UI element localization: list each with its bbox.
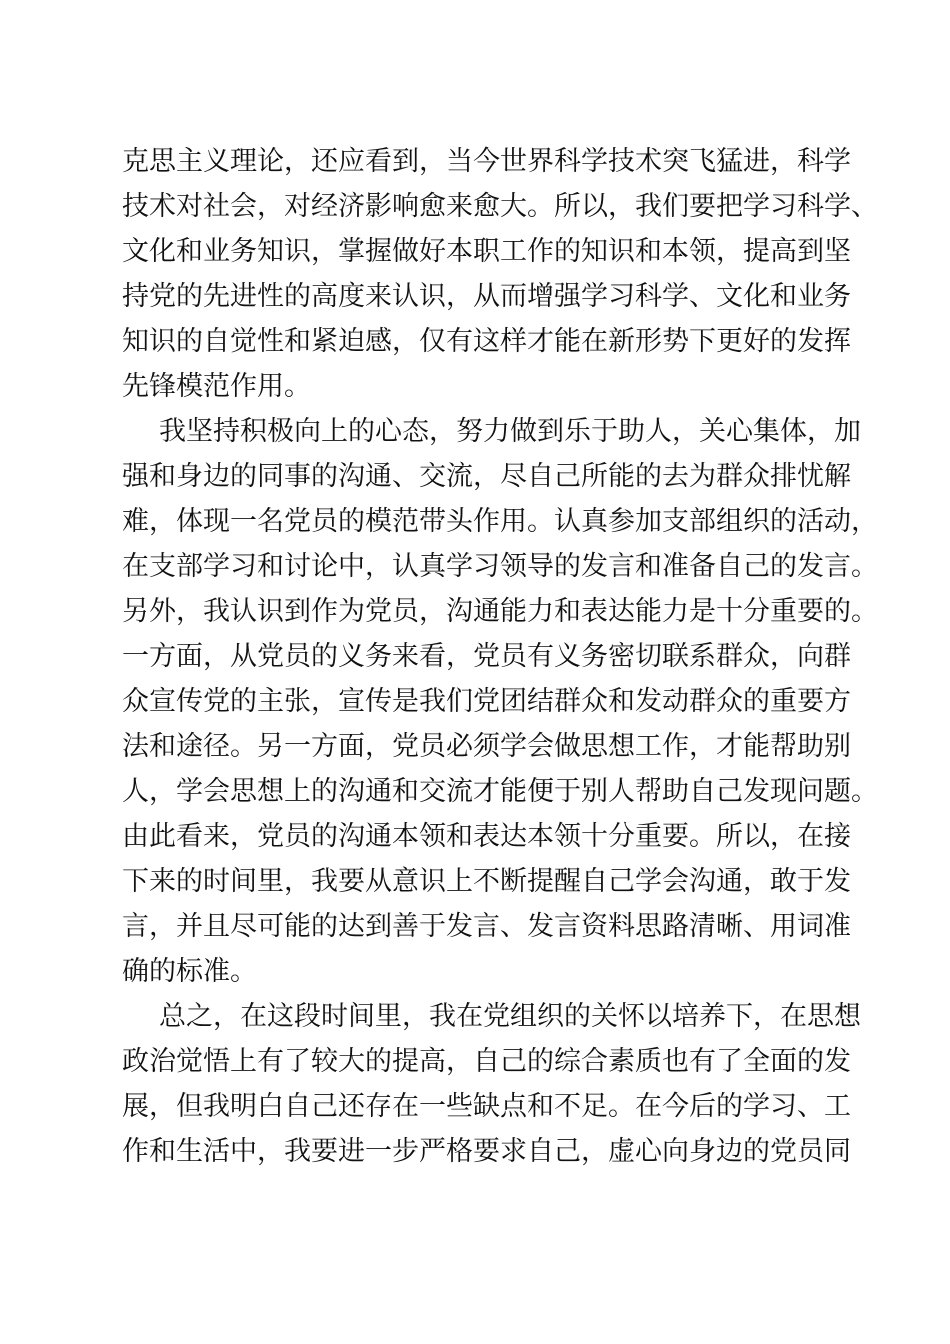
- text-line-content: 技术对社会，对经济影响愈来愈大。所以，我们要把学习科学、: [122, 191, 878, 222]
- text-line: [0, 860, 950, 904]
- text-line: [0, 320, 950, 364]
- text-line: [0, 770, 950, 814]
- text-line-content: 一方面，从党员的义务来看，党员有义务密切联系群众，向群: [122, 641, 851, 672]
- paragraph-start-line: [0, 995, 950, 1039]
- text-line-content: 言，并且尽可能的达到善于发言、发言资料思路清晰、用词准: [122, 911, 851, 942]
- text-line-content: 先锋模范作用。: [122, 371, 311, 402]
- text-line-content: 文化和业务知识，掌握做好本职工作的知识和本领，提高到坚: [122, 236, 851, 267]
- text-line: [0, 815, 950, 859]
- text-line-content: 作和生活中，我要进一步严格要求自己，虚心向身边的党员同: [122, 1136, 851, 1167]
- text-line-content: 展，但我明白自己还存在一些缺点和不足。在今后的学习、工: [122, 1091, 851, 1122]
- text-line: [0, 545, 950, 589]
- paragraph-start-line: [0, 410, 950, 454]
- text-line: [0, 1085, 950, 1129]
- text-line-content: 持党的先进性的高度来认识，从而增强学习科学、文化和业务: [122, 281, 851, 312]
- text-line: [0, 230, 950, 274]
- text-line: [0, 365, 950, 409]
- text-line-content: 在支部学习和讨论中，认真学习领导的发言和准备自己的发言。: [122, 551, 878, 582]
- text-line: [0, 140, 950, 184]
- text-line: [0, 455, 950, 499]
- text-line: [0, 1130, 950, 1174]
- text-line-content: 克思主义理论，还应看到，当今世界科学技术突飞猛进，科学: [122, 146, 851, 177]
- text-line: [0, 725, 950, 769]
- text-line-content: 难，体现一名党员的模范带头作用。认真参加支部组织的活动，: [122, 506, 878, 537]
- text-line: [0, 635, 950, 679]
- text-line-content: 由此看来，党员的沟通本领和表达本领十分重要。所以，在接: [122, 821, 851, 852]
- text-line-content: 知识的自觉性和紧迫感，仅有这样才能在新形势下更好的发挥: [122, 326, 851, 357]
- text-line-content: 下来的时间里，我要从意识上不断提醒自己学会沟通，敢于发: [122, 866, 851, 897]
- text-line-content: 强和身边的同事的沟通、交流，尽自己所能的去为群众排忧解: [122, 461, 851, 492]
- text-line: [0, 950, 950, 994]
- text-line-content: 总之，在这段时间里，我在党组织的关怀以培养下，在思想: [159, 1001, 861, 1032]
- text-line: [0, 185, 950, 229]
- text-line-content: 人，学会思想上的沟通和交流才能便于别人帮助自己发现问题。: [122, 776, 878, 807]
- text-line-content: 政治觉悟上有了较大的提高，自己的综合素质也有了全面的发: [122, 1046, 851, 1077]
- text-line: [0, 1040, 950, 1084]
- text-line-content: 我坚持积极向上的心态，努力做到乐于助人，关心集体，加: [159, 416, 861, 447]
- text-line: [0, 590, 950, 634]
- text-line-content: 众宣传党的主张，宣传是我们党团结群众和发动群众的重要方: [122, 686, 851, 717]
- text-line: [0, 680, 950, 724]
- text-line: [0, 905, 950, 949]
- text-line: [0, 275, 950, 319]
- text-line-content: 法和途径。另一方面，党员必须学会做思想工作，才能帮助别: [122, 731, 851, 762]
- text-line-content: 确的标准。: [122, 956, 257, 987]
- text-line: [0, 500, 950, 544]
- text-line-content: 另外，我认识到作为党员，沟通能力和表达能力是十分重要的。: [122, 596, 878, 627]
